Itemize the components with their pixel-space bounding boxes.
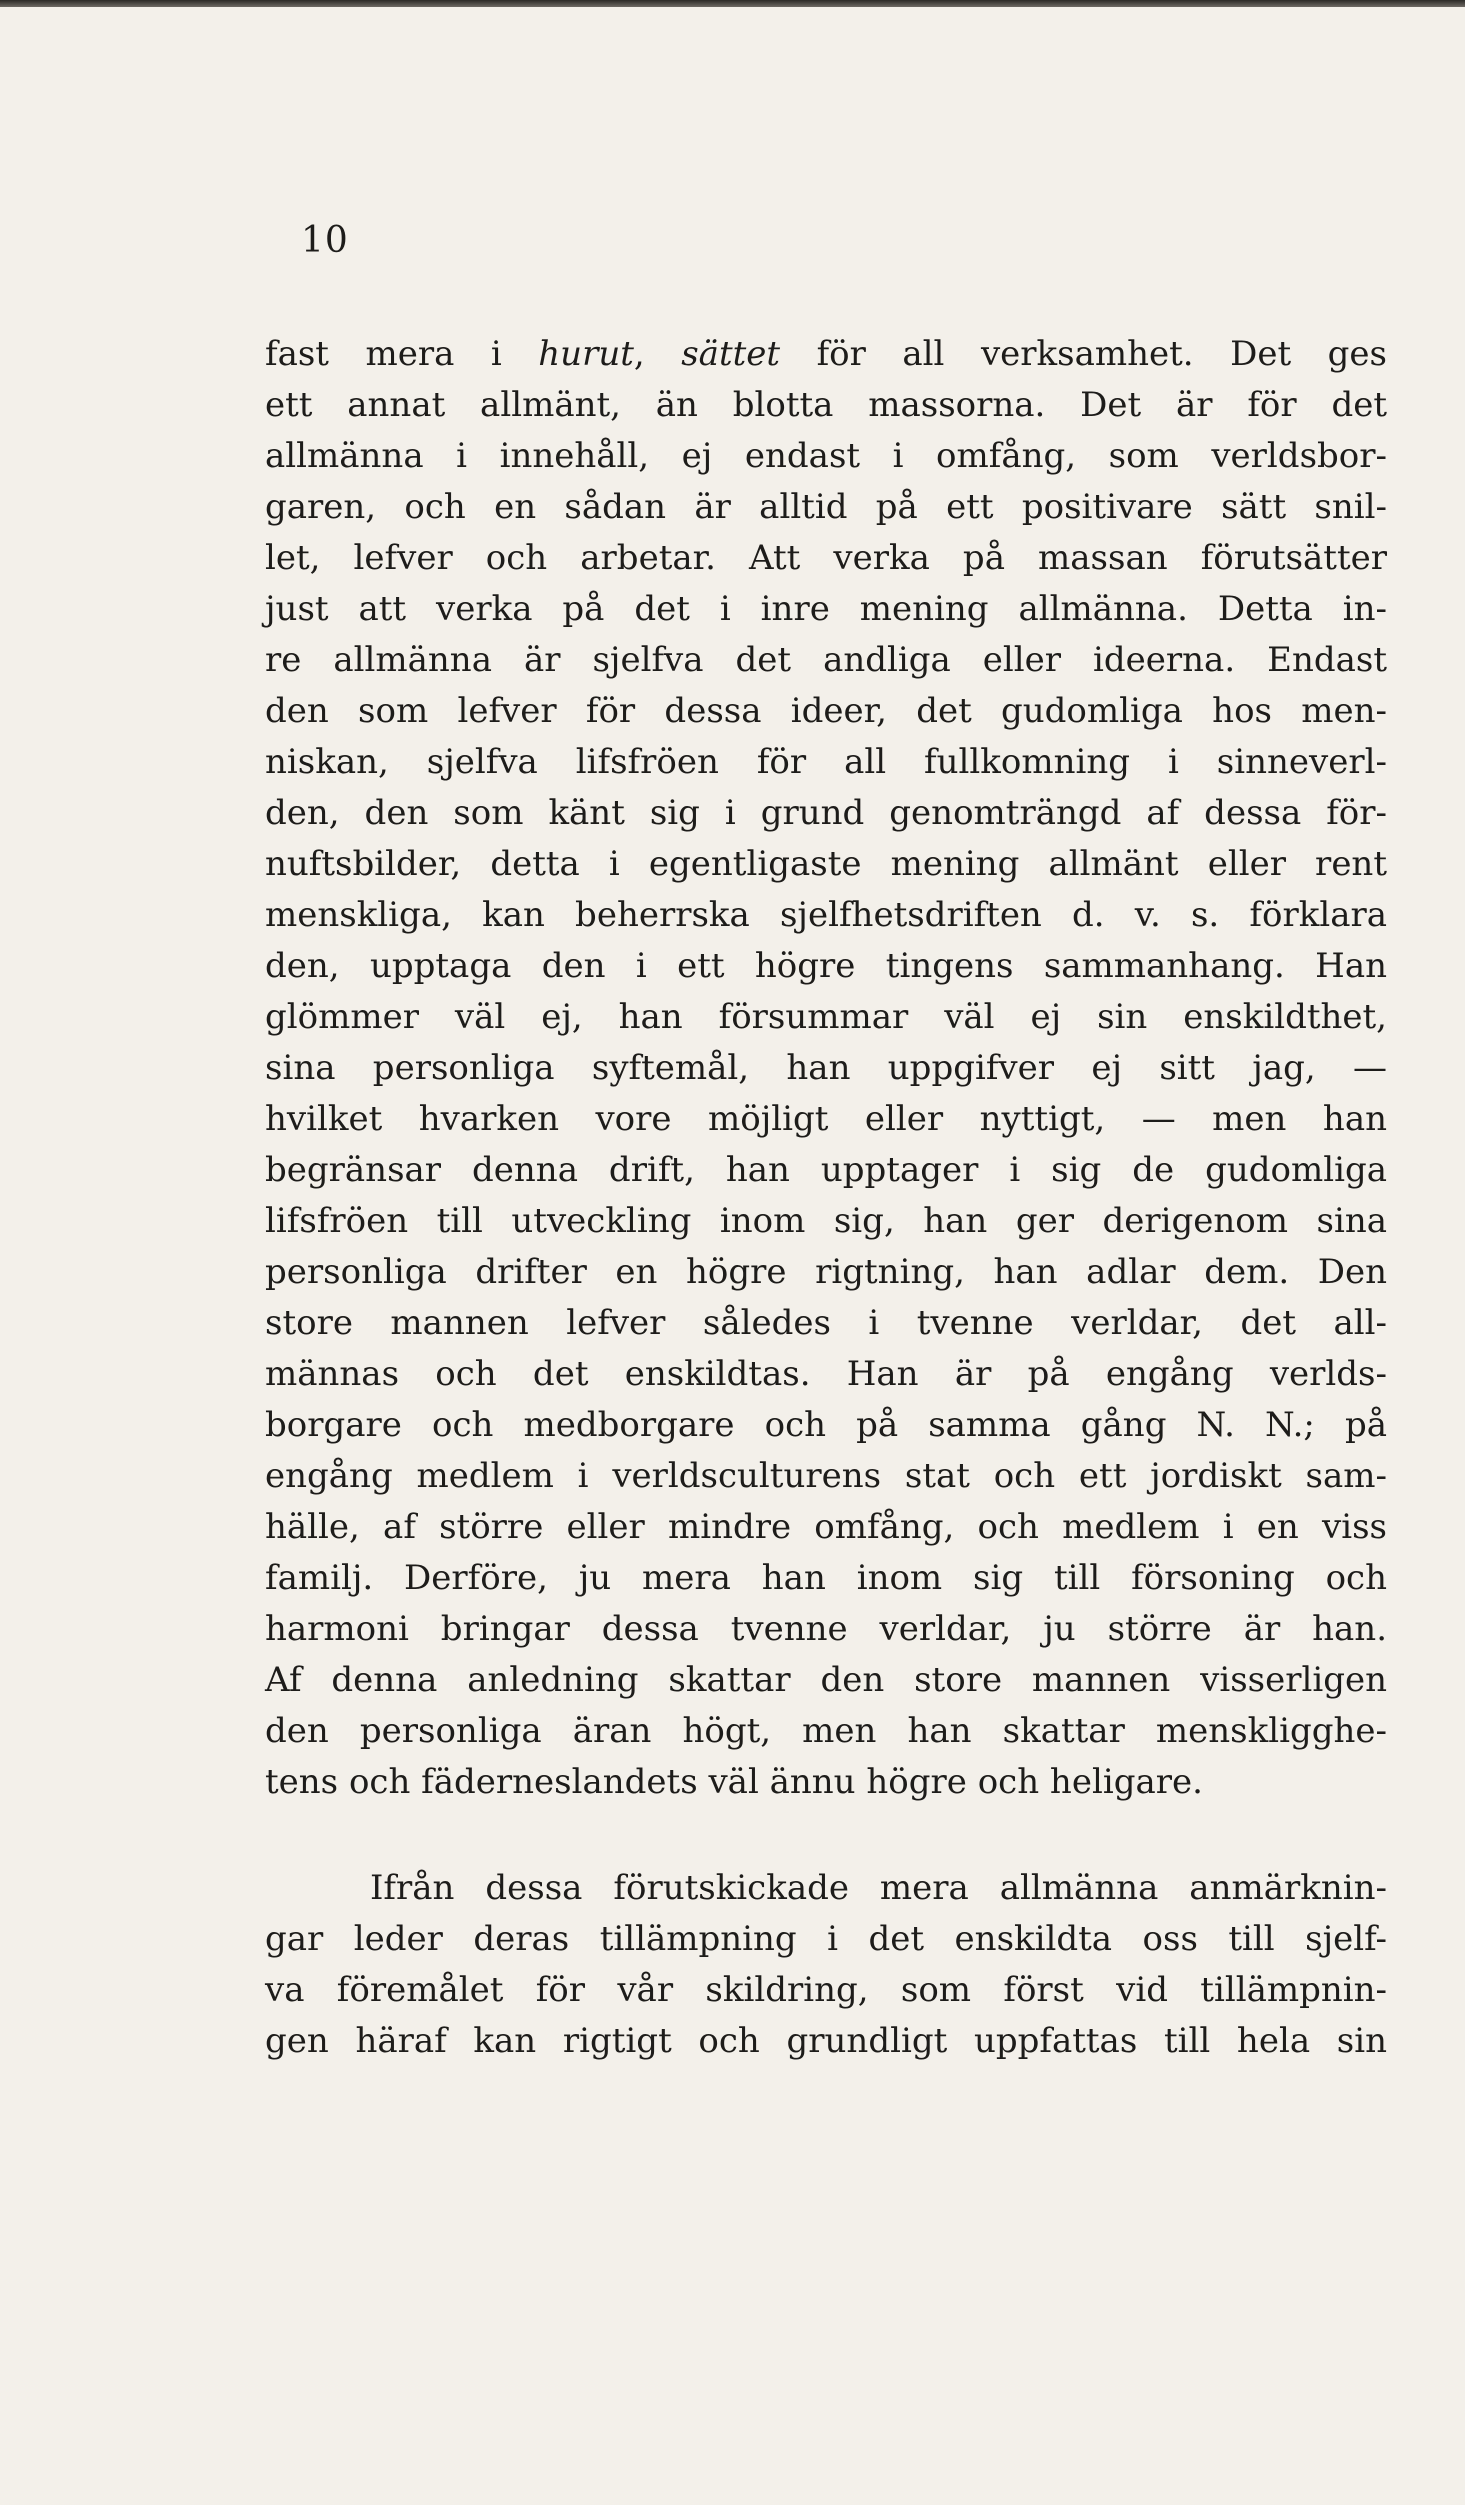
italic-word-hurut: hurut [538, 334, 634, 374]
top-edge-rule [0, 0, 1465, 7]
text-run: fast mera i [265, 334, 539, 374]
text-line: personliga drifter en högre rigtning, han adlar dem. Den [265, 1252, 1387, 1292]
text-line: engång medlem i verldsculturens stat och ett jordiskt sam- [265, 1456, 1387, 1496]
text-line: niskan, sjelfva lifsfröen för all fullkomning i sinneverl- [265, 742, 1387, 782]
text-line [265, 328, 1387, 380]
text-line: borgare och medborgare och på samma gång N. N.; på [265, 1405, 1387, 1445]
page-number: 10 [301, 220, 349, 261]
text-line: männas och det enskildtas. Han är på engång verlds- [265, 1354, 1387, 1394]
text-line: Af denna anledning skattar den store mannen visserligen [265, 1660, 1387, 1700]
text-run: , [633, 334, 682, 374]
text-line: store mannen lefver således i tvenne verldar, det all- [265, 1303, 1387, 1343]
text-line: allmänna i innehåll, ej endast i omfång, som verldsbor- [265, 436, 1387, 476]
text-line: ett annat allmänt, än blotta massorna. Det är för det [265, 385, 1387, 425]
body-text [265, 328, 1387, 2328]
text-line: hälle, af större eller mindre omfång, och medlem i en viss [265, 1507, 1387, 1547]
text-line: just att verka på det i inre mening allmänna. Detta in- [265, 589, 1387, 629]
text-line: tens och fäderneslandets väl ännu högre och heligare. [265, 1762, 1203, 1802]
text-line: garen, och en sådan är alltid på ett positivare sätt snil- [265, 487, 1387, 527]
text-line: lifsfröen till utveckling inom sig, han ger derigenom sina [265, 1201, 1387, 1241]
text-line: re allmänna är sjelfva det andliga eller ideerna. Endast [265, 640, 1387, 680]
text-line: den, den som känt sig i grund genomträngd af dessa för- [265, 793, 1387, 833]
text-line: harmoni bringar dessa tvenne verldar, ju större är han. [265, 1609, 1387, 1649]
text-line: Ifrån dessa förutskickade mera allmänna anmärknin- [370, 1868, 1387, 1908]
text-line: sina personliga syftemål, han uppgifver ej sitt jag, — [265, 1048, 1387, 1088]
text-line: nuftsbilder, detta i egentligaste mening allmänt eller rent [265, 844, 1387, 884]
text-line: let, lefver och arbetar. Att verka på massan förutsätter [265, 538, 1387, 578]
text-line: glömmer väl ej, han försummar väl ej sin enskildthet, [265, 997, 1387, 1037]
text-line: menskliga, kan beherrska sjelfhetsdriften d. v. s. förklara [265, 895, 1387, 935]
text-line: gen häraf kan rigtigt och grundligt uppfattas till hela sin [265, 2021, 1387, 2061]
text-line: begränsar denna drift, han upptager i sig de gudomliga [265, 1150, 1387, 1190]
text-line: hvilket hvarken vore möjligt eller nyttigt, — men han [265, 1099, 1387, 1139]
italic-word-sattet: sättet [681, 334, 781, 374]
text-run: för all verksamhet. Det ges [780, 334, 1387, 374]
text-line: va föremålet för vår skildring, som först vid tillämpnin- [265, 1970, 1387, 2010]
text-line: den personliga äran högt, men han skattar menskligghe- [265, 1711, 1387, 1751]
text-line: gar leder deras tillämpning i det enskildta oss till sjelf- [265, 1919, 1387, 1959]
text-line: den, upptaga den i ett högre tingens sammanhang. Han [265, 946, 1387, 986]
text-line: den som lefver för dessa ideer, det gudomliga hos men- [265, 691, 1387, 731]
text-line: familj. Derföre, ju mera han inom sig till försoning och [265, 1558, 1387, 1598]
